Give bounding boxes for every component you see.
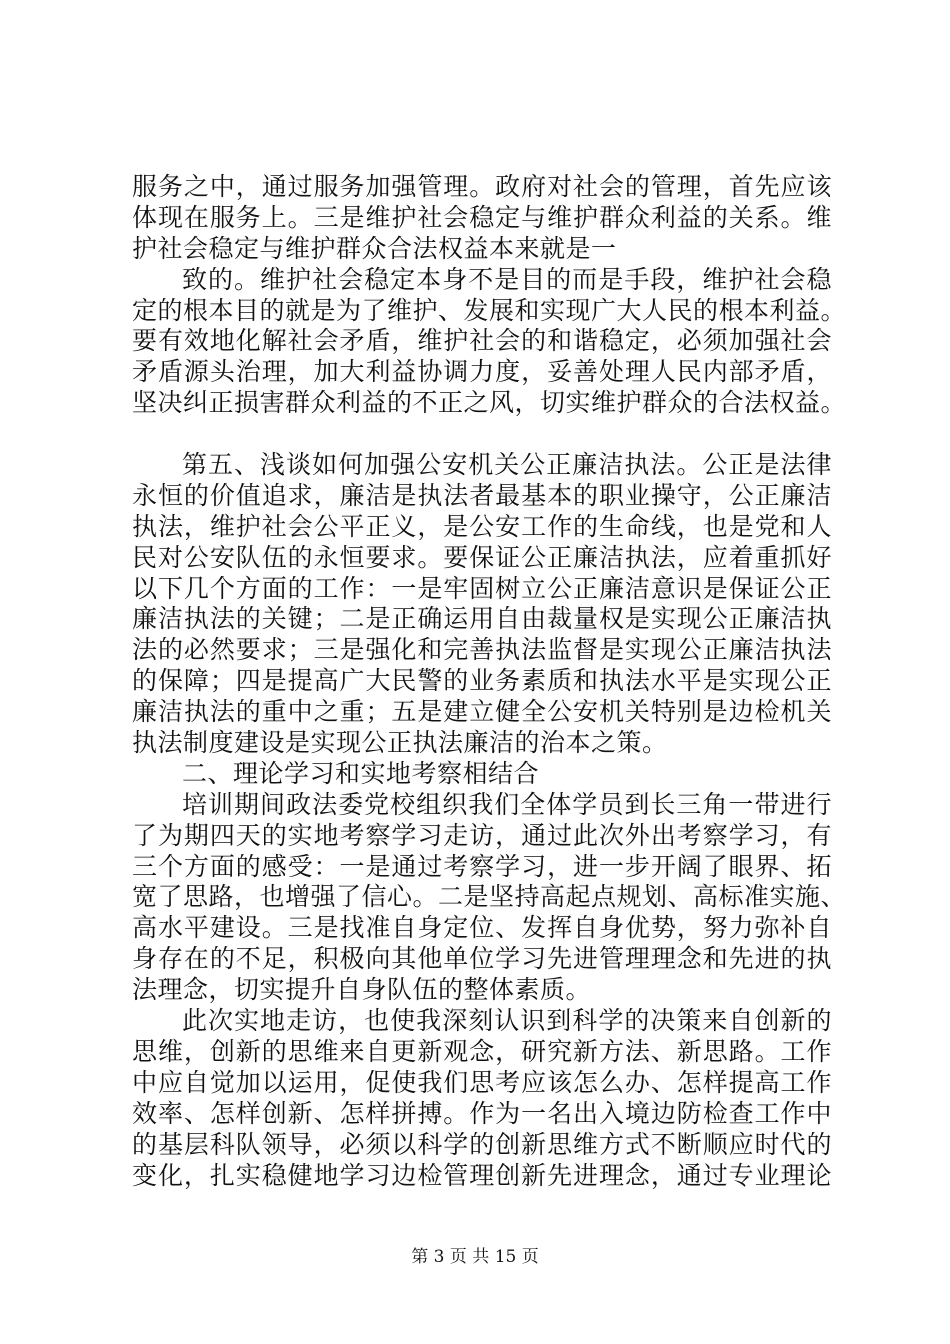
text-line: 高水平建设。三是找准自身定位、发挥自身优势，努力弥补自 — [132, 913, 832, 943]
document-body — [132, 172, 847, 1191]
text-line: 三个方面的感受：一是通过考察学习，进一步开阔了眼界、拓 — [132, 851, 832, 881]
text-line: 致的。维护社会稳定本身不是目的而是手段，维护社会稳 — [182, 264, 832, 294]
text-line: 此次实地走访，也使我深刻认识到科学的决策来自创新的 — [182, 1006, 832, 1036]
text-line: 永恒的价值追求，廉洁是执法者最基本的职业操守，公正廉洁 — [132, 480, 832, 510]
text-line: 执法制度建设是实现公正执法廉洁的治本之策。 — [132, 728, 668, 758]
text-line: 坚决纠正损害群众利益的不正之风，切实维护群众的合法权益。 — [132, 388, 847, 418]
text-line: 中应自觉加以运用，促使我们思考应该怎么办、怎样提高工作 — [132, 1067, 832, 1097]
text-line: 服务之中，通过服务加强管理。政府对社会的管理，首先应该 — [132, 172, 832, 201]
text-line: 的保障；四是提高广大民警的业务素质和执法水平是实现公正 — [132, 666, 832, 696]
text-line: 法理念，切实提升自身队伍的整体素质。 — [132, 975, 592, 1005]
page-footer: 第 3 页 共 15 页 — [411, 1247, 539, 1267]
text-line: 的基层科队领导，必须以科学的创新思维方式不断顺应时代的 — [132, 1129, 832, 1159]
text-line: 体现在服务上。三是维护社会稳定与维护群众利益的关系。维 — [132, 202, 832, 232]
text-line: 身存在的不足，积极向其他单位学习先进管理理念和先进的执 — [132, 944, 832, 974]
paragraph-gap — [132, 419, 832, 450]
text-line: 以下几个方面的工作：一是牢固树立公正廉洁意识是保证公正 — [132, 573, 832, 603]
text-line: 思维，创新的思维来自更新观念，研究新方法、新思路。工作 — [132, 1036, 832, 1066]
section-heading: 二、理论学习和实地考察相结合 — [182, 758, 540, 788]
text-line: 第五、浅谈如何加强公安机关公正廉洁执法。公正是法律 — [182, 450, 832, 480]
text-line: 定的根本目的就是为了维护、发展和实现广大人民的根本利益。 — [132, 295, 847, 325]
text-line: 了为期四天的实地考察学习走访，通过此次外出考察学习，有 — [132, 820, 832, 850]
text-line: 廉洁执法的关键；二是正确运用自由裁量权是实现公正廉洁执 — [132, 604, 832, 634]
text-line: 矛盾源头治理，加大利益协调力度，妥善处理人民内部矛盾， — [132, 357, 832, 387]
text-line: 护社会稳定与维护群众合法权益本来就是一 — [132, 233, 617, 263]
text-line: 变化，扎实稳健地学习边检管理创新先进理念，通过专业理论 — [132, 1160, 832, 1190]
text-line: 要有效地化解社会矛盾，维护社会的和谐稳定，必须加强社会 — [132, 326, 832, 356]
text-line: 法的必然要求；三是强化和完善执法监督是实现公正廉洁执法 — [132, 635, 832, 665]
text-line: 效率、怎样创新、怎样拼搏。作为一名出入境边防检查工作中 — [132, 1098, 832, 1128]
text-line: 培训期间政法委党校组织我们全体学员到长三角一带进行 — [182, 789, 832, 819]
text-line: 执法，维护社会公平正义，是公安工作的生命线，也是党和人 — [132, 511, 832, 541]
text-line: 廉洁执法的重中之重；五是建立健全公安机关特别是边检机关 — [132, 697, 832, 727]
text-line: 宽了思路，也增强了信心。二是坚持高起点规划、高标准实施、 — [132, 882, 847, 912]
text-line: 民对公安队伍的永恒要求。要保证公正廉洁执法，应着重抓好 — [132, 542, 832, 572]
